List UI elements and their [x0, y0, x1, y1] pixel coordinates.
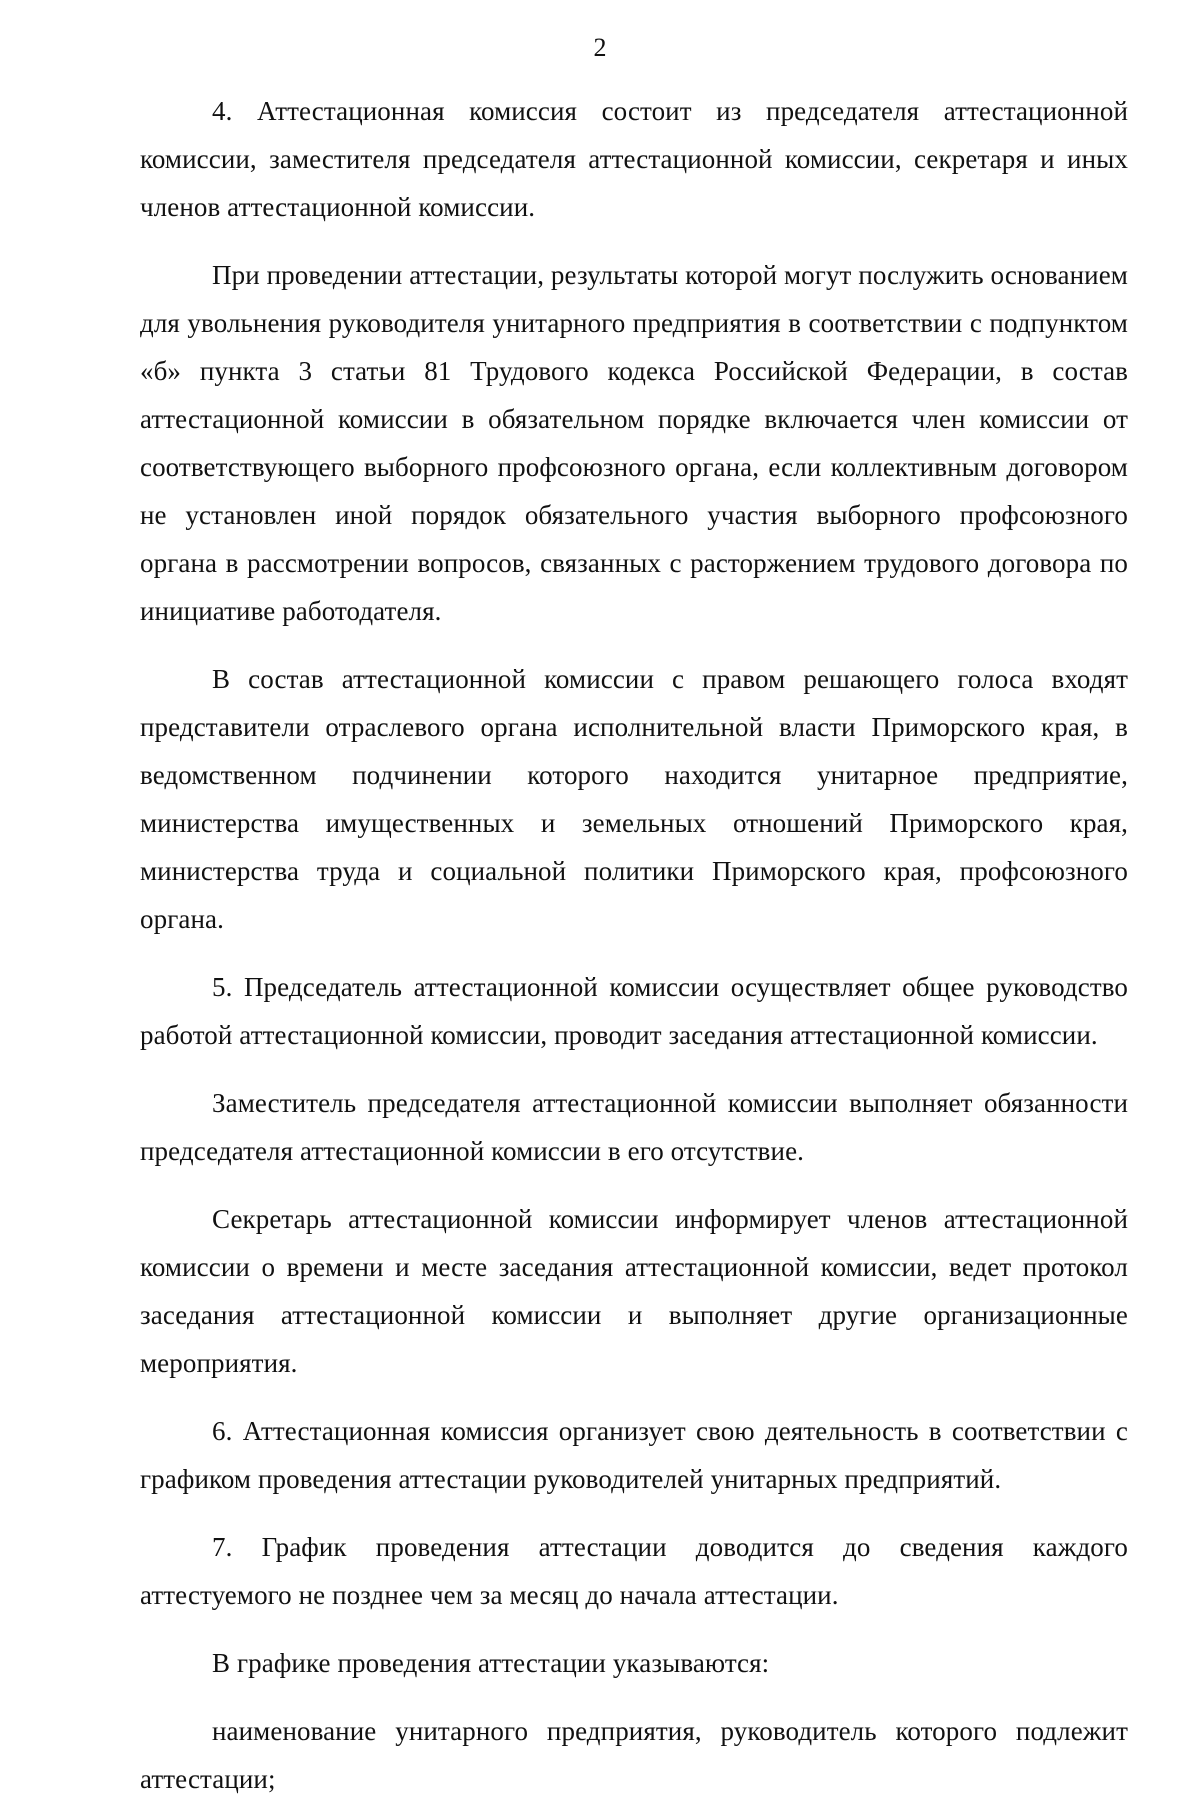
paragraph-deputy-duties: Заместитель председателя аттестационной комиссии выполняет обязанности председателя аттестационной комиссии в его отсутствие.: [140, 1088, 1128, 1166]
page-number: 2: [593, 33, 607, 62]
paragraph-enterprise-name-item: наименование унитарного предприятия, руководитель которого подлежит аттестации;: [140, 1716, 1128, 1794]
paragraph-secretary-duties: Секретарь аттестационной комиссии информирует членов аттестационной комиссии о времени и месте заседания аттестационной комиссии, ведет протокол заседания аттестационной комиссии и выполняет другие организационные мероприятия.: [140, 1204, 1128, 1378]
paragraph-schedule-notice: 7. График проведения аттестации доводится до сведения каждого аттестуемого не позднее чем за месяц до начала аттестации.: [140, 1532, 1128, 1610]
paragraph-schedule-contents: В графике проведения аттестации указываются:: [212, 1648, 770, 1678]
paragraph-union-member: При проведении аттестации, результаты которой могут послужить основанием для увольнения руководителя унитарного предприятия в соответствии с подпунктом «б» пункта 3 статьи 81 Трудового кодекса Российской Федерации, в состав аттестационной комиссии в обязательном порядке включается член комиссии от соответствующего выборного профсоюзного органа, если коллективным договором не установлен иной порядок обязательного участия выборного профсоюзного органа в рассмотрении вопросов, связанных с расторжением трудового договора по инициативе работодателя.: [140, 260, 1128, 626]
paragraph-commission-composition: 4. Аттестационная комиссия состоит из председателя аттестационной комиссии, заместителя председателя аттестационной комиссии, секретаря и иных членов аттестационной комиссии.: [140, 96, 1128, 222]
document-body: [140, 87, 1128, 1803]
paragraph-chairman-duties: 5. Председатель аттестационной комиссии осуществляет общее руководство работой аттестационной комиссии, проводит заседания аттестационной комиссии.: [140, 972, 1128, 1050]
paragraph-voting-members: В состав аттестационной комиссии с правом решающего голоса входят представители отраслевого органа исполнительной власти Приморского края, в ведомственном подчинении которого находится унитарное предприятие, министерства имущественных и земельных отношений Приморского края, министерства труда и социальной политики Приморского края, профсоюзного органа.: [140, 664, 1128, 934]
paragraph-schedule-activity: 6. Аттестационная комиссия организует свою деятельность в соответствии с графиком проведения аттестации руководителей унитарных предприятий.: [140, 1416, 1128, 1494]
